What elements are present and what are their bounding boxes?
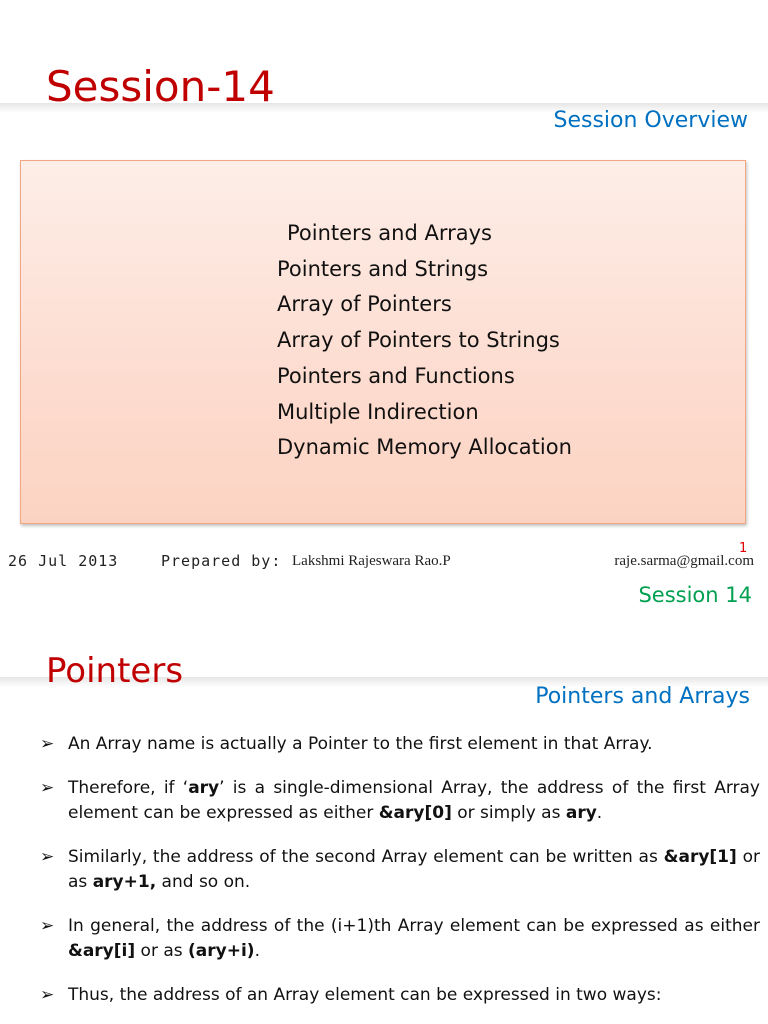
arrow-bullet-icon: ➢ [40, 916, 55, 936]
bullet-text: An Array name is actually a Pointer to the first element in that Array. [68, 734, 653, 754]
code-term: ary [565, 803, 597, 823]
code-term: &ary[i] [68, 941, 136, 961]
bullet-text: . [254, 941, 260, 961]
bullet-text: or simply as [451, 803, 566, 823]
bullet-list [40, 732, 760, 1024]
bullet-text: . [596, 803, 603, 823]
slide-title: Pointers [46, 651, 184, 691]
bullet-item [40, 914, 760, 964]
code-term: ary [188, 778, 220, 798]
bullet-text: In general, the address of the (i+1)th Array element can be expressed as either [68, 916, 760, 936]
bullet-item [40, 776, 760, 826]
code-term: &ary[1] [663, 847, 737, 867]
slide-pointers [0, 630, 768, 1024]
footer-author: Lakshmi Rajeswara Rao.P [292, 553, 451, 569]
bullet-text: Similarly, the address of the second Array element can be written as [68, 847, 664, 867]
arrow-bullet-icon: ➢ [40, 734, 55, 754]
bullet-text: and so on. [156, 872, 251, 892]
slide-subtitle: Pointers and Arrays [535, 684, 750, 709]
topic-item: Pointers and Arrays [287, 221, 492, 245]
topics-box [20, 160, 746, 524]
bullet-item [40, 732, 760, 757]
slide-subtitle: Session Overview [553, 108, 748, 133]
footer-page-number: 1 [739, 541, 748, 556]
topic-item: Pointers and Functions [277, 363, 515, 388]
bullet-text: ’ is a single-dimensional Array, the address of the first Array element can be expressed as either [68, 778, 760, 823]
arrow-bullet-icon: ➢ [40, 847, 55, 867]
topic-item: Array of Pointers [277, 292, 452, 317]
bullet-item [40, 983, 760, 1008]
code-term: ary+1, [92, 872, 157, 892]
bullet-item [40, 845, 760, 895]
topic-item: Multiple Indirection [277, 399, 479, 424]
topic-item: Pointers and Strings [277, 256, 489, 281]
code-term: (ary+i) [188, 941, 255, 961]
bullet-text: Thus, the address of an Array element can be expressed in two ways: [68, 985, 662, 1005]
bullet-text: or as [135, 941, 189, 961]
topic-list [277, 216, 572, 466]
arrow-bullet-icon: ➢ [40, 985, 55, 1005]
bullet-text: Therefore, if ‘ [68, 778, 189, 798]
bullet-text: or as [68, 847, 760, 892]
arrow-bullet-icon: ➢ [40, 778, 55, 798]
footer-prepared-label: Prepared by: [161, 552, 282, 570]
topic-item: Dynamic Memory Allocation [277, 435, 572, 460]
footer-email: raje.sarma@gmail.com [614, 553, 754, 569]
topic-item: Array of Pointers to Strings [277, 328, 560, 353]
slide-title: Session-14 [46, 62, 275, 111]
footer-session-label: Session 14 [638, 583, 752, 607]
footer-date: 26 Jul 2013 [8, 552, 119, 570]
code-term: &ary[0] [378, 803, 452, 823]
